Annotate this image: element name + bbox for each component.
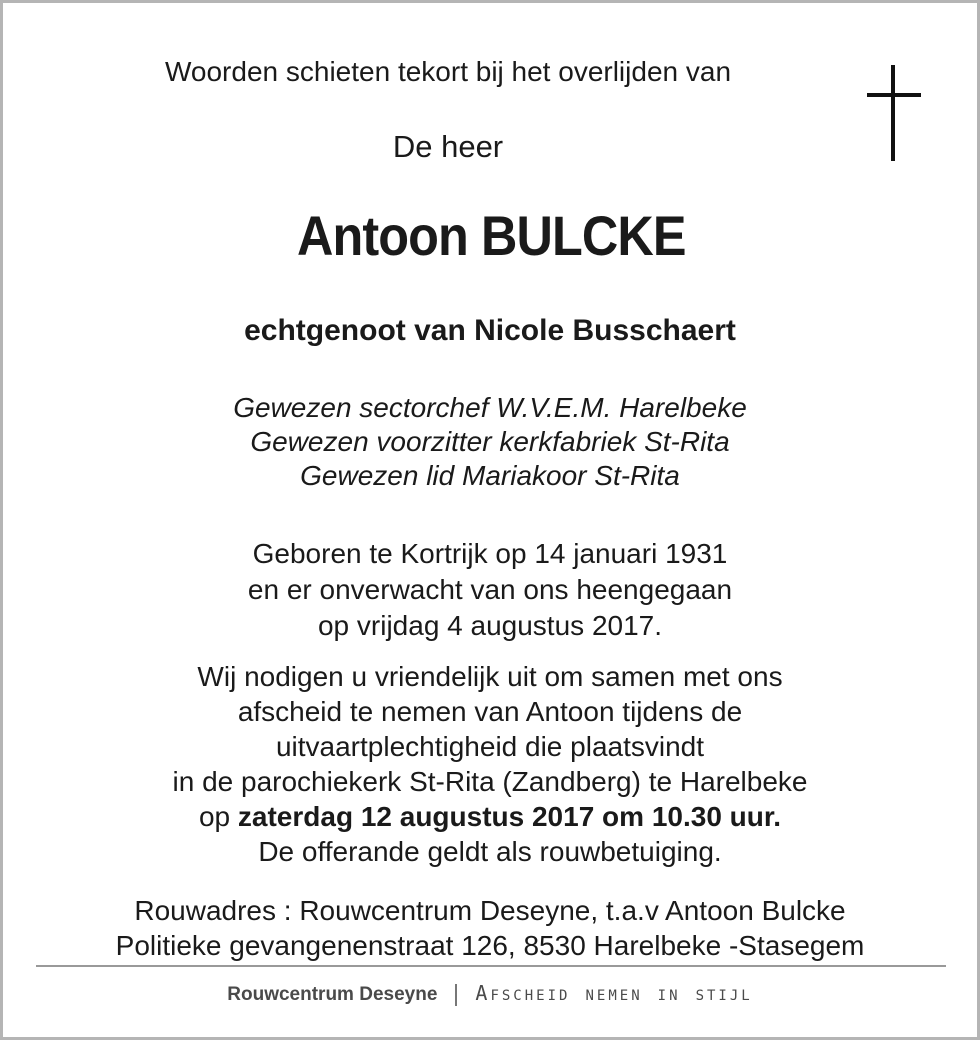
address-line: Politieke gevangenenstraat 126, 8530 Harelbeke -Stasegem [115,930,865,961]
funeral-invitation [3,659,977,869]
role-line: Gewezen sectorchef W.V.E.M. Harelbeke [233,392,747,423]
spouse-line: echtgenoot van Nicole Busschaert [244,314,736,347]
salutation: De heer [392,129,504,164]
birth-line: op vrijdag 4 augustus 2017. [317,610,663,641]
funeral-date-line [3,799,977,834]
deceased-name: Antoon BULCKE [296,204,686,267]
cross-icon [865,65,923,163]
offering-note: De offerande geldt als rouwbetuiging. [258,836,722,867]
funeral-date: zaterdag 12 augustus 2017 om 10.30 uur. [237,801,782,832]
invitation-line: uitvaartplechtigheid die plaatsvindt [275,731,705,762]
invitation-line: Wij nodigen u vriendelijk uit om samen met ons [197,661,783,692]
birth-line: Geboren te Kortrijk op 14 januari 1931 [252,538,728,569]
address-line: Rouwadres : Rouwcentrum Deseyne, t.a.v Antoon Bulcke [134,895,846,926]
footer-divider [36,965,946,967]
role-line: Gewezen voorzitter kerkfabriek St-Rita [250,426,730,457]
footer [3,981,977,1006]
funeral-home-brand: Rouwcentrum Deseyne [227,984,438,1005]
footer-separator [455,984,457,1006]
intro-text: Woorden schieten tekort bij het overlijden van [164,56,732,87]
funeral-home-tagline: Afscheid nemen in stijl [475,981,753,1005]
birth-death-info [3,536,977,644]
invitation-line: afscheid te nemen van Antoon tijdens de [237,696,743,727]
role-line: Gewezen lid Mariakoor St-Rita [300,460,680,491]
birth-line: en er onverwacht van ons heengegaan [247,574,733,605]
mourning-address [3,893,977,963]
date-prefix: op [198,801,238,832]
roles-list [3,391,977,493]
invitation-line: in de parochiekerk St-Rita (Zandberg) te Harelbeke [172,766,808,797]
